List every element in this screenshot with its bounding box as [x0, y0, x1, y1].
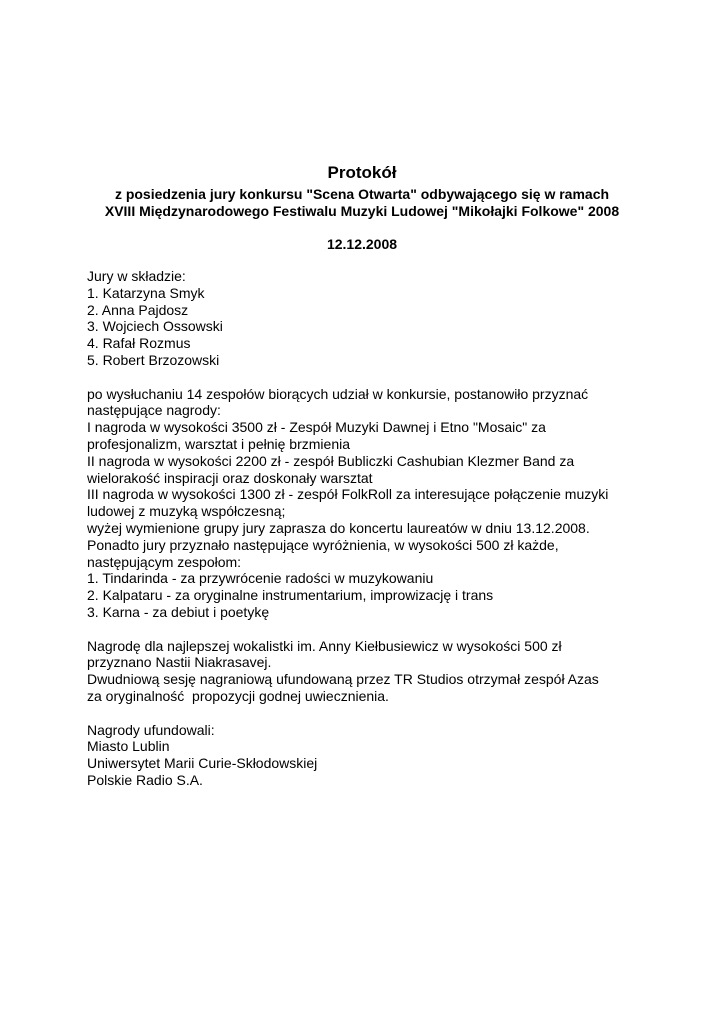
- decision-line: profesjonalizm, warsztat i pełnię brzmienia: [87, 435, 350, 452]
- jury-member: 5. Robert Brzozowski: [87, 351, 220, 368]
- decision-line: 2. Kalpataru - za oryginalne instrumentarium, improwizację i trans: [87, 587, 494, 604]
- document-subtitle: [0, 185, 724, 219]
- document-title: Protokół: [327, 163, 397, 182]
- paragraph-gap: [87, 621, 647, 638]
- special-award-line: Nagrodę dla najlepszej wokalistki im. Anny Kiełbusiewicz w wysokości 500 zł: [87, 637, 562, 654]
- decision-line: wielorakość inspiracji oraz doskonały warsztat: [87, 469, 373, 486]
- decision-line: po wysłuchaniu 14 zespołów biorących udział w konkursie, postanowiło przyznać: [87, 385, 589, 402]
- decision-line: 3. Karna - za debiut i poetykę: [87, 603, 270, 620]
- decision-line: wyżej wymienione grupy jury zaprasza do koncertu laureatów w dniu 13.12.2008.: [87, 519, 590, 536]
- sponsor-item: Uniwersytet Marii Curie-Skłodowskiej: [87, 755, 318, 772]
- jury-section: [87, 268, 647, 369]
- decision-line: następującym zespołom:: [87, 553, 242, 570]
- jury-member: 1. Katarzyna Smyk: [87, 284, 205, 301]
- decision-line: I nagroda w wysokości 3500 zł - Zespół Muzyki Dawnej i Etno "Mosaic" za: [87, 419, 546, 436]
- sponsors-heading: Nagrody ufundowali:: [87, 721, 215, 738]
- paragraph-gap: [87, 369, 647, 386]
- decision-line: następujące nagrody:: [87, 402, 221, 419]
- decision-line: ludowej z muzyką współczesną;: [87, 503, 286, 520]
- document-body: [87, 268, 647, 789]
- sponsor-item: Polskie Radio S.A.: [87, 771, 203, 788]
- special-award-line: za oryginalność propozycji godnej uwiecznienia.: [87, 687, 389, 704]
- jury-member: 3. Wojciech Ossowski: [87, 318, 223, 335]
- subtitle-line: z posiedzenia jury konkursu "Scena Otwarta" odbywającego się w ramach: [114, 186, 610, 202]
- paragraph-gap: [87, 705, 647, 722]
- jury-heading: Jury w składzie:: [87, 268, 186, 284]
- decision-line: III nagroda w wysokości 1300 zł - zespół FolkRoll za interesujące połączenie muzyki: [87, 486, 609, 503]
- special-award-line: przyznano Nastii Niakrasavej.: [87, 654, 272, 671]
- decision-section: [87, 386, 647, 621]
- sponsor-item: Miasto Lublin: [87, 738, 170, 755]
- sponsors-section: [87, 722, 647, 789]
- decision-line: II nagroda w wysokości 2200 zł - zespół Bubliczki Cashubian Klezmer Band za: [87, 452, 575, 469]
- jury-member: 2. Anna Pajdosz: [87, 301, 189, 318]
- subtitle-line: XVIII Międzynarodowego Festiwalu Muzyki Ludowej "Mikołajki Folkowe" 2008: [104, 202, 620, 219]
- decision-line: Ponadto jury przyznało następujące wyróżnienia, w wysokości 500 zł każde,: [87, 536, 559, 553]
- document-date: 12.12.2008: [326, 236, 398, 252]
- jury-member: 4. Rafał Rozmus: [87, 335, 191, 352]
- special-awards-section: [87, 638, 647, 705]
- special-award-line: Dwudniową sesję nagraniową ufundowaną przez TR Studios otrzymał zespół Azas: [87, 671, 599, 688]
- decision-line: 1. Tindarinda - za przywrócenie radości w muzykowaniu: [87, 570, 434, 587]
